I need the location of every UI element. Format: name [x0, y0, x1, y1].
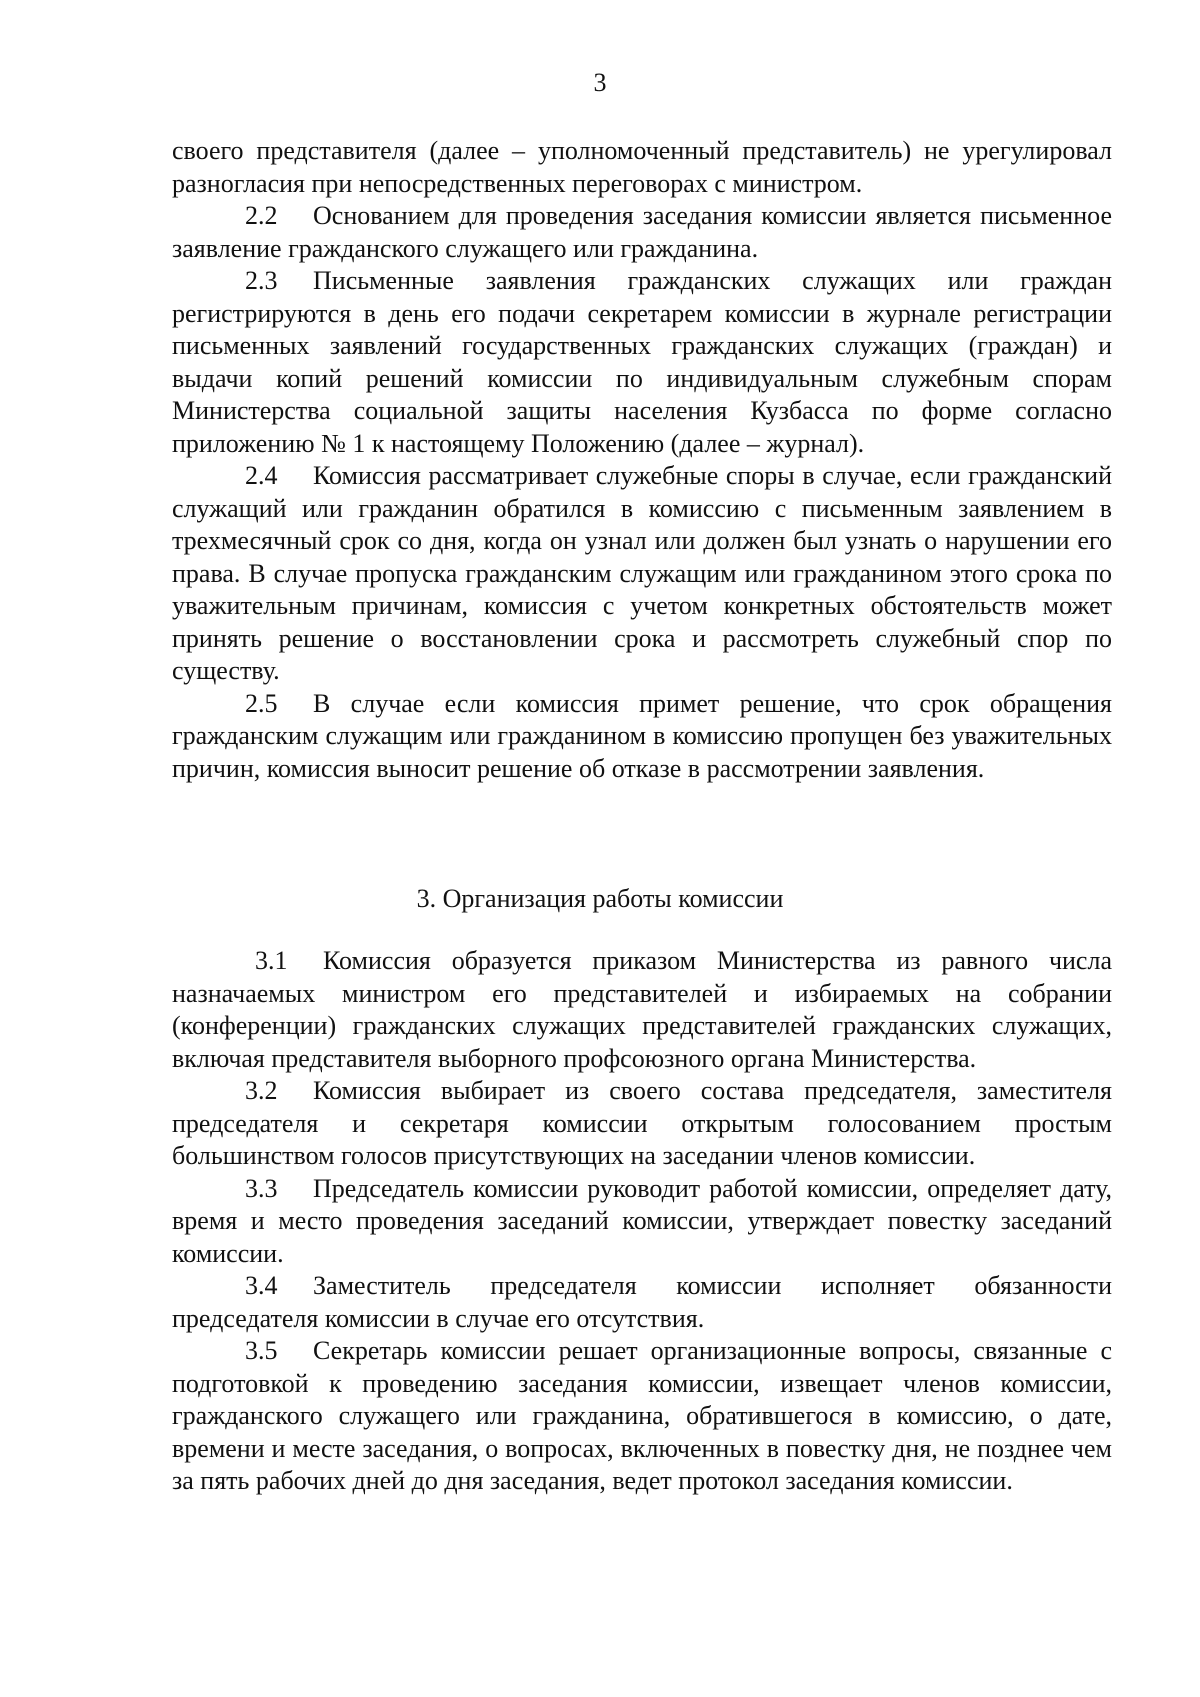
clause-text: Секретарь комиссии решает организационные вопросы, связанные с подготовкой к проведению заседания комиссии, извещает членов комиссии, гражданского служащего или гражданина, обратившегося в комиссию, о дате, времени и месте заседания, о вопросах, включенных в повестку дня, не позднее чем за пять рабочих дней до дня заседания, ведет протокол заседания комиссии.: [172, 1336, 1112, 1495]
clause-2-5: [172, 688, 1112, 786]
clause-number: 3.4: [245, 1271, 278, 1300]
clause-text: Комиссия выбирает из своего состава председателя, заместителя председателя и секретаря комиссии открытым голосованием простым большинством голосов присутствующих на заседании членов комиссии.: [172, 1076, 1112, 1170]
section-3-body: [172, 945, 1112, 1498]
page-number: 3: [593, 68, 607, 97]
clause-number: 3.3: [245, 1173, 278, 1203]
section-3-heading: 3. Организация работы комиссии: [416, 884, 784, 913]
clause-text: Письменные заявления гражданских служащих или граждан регистрируются в день его подачи секретарем комиссии в журнале регистрации письменных заявлений государственных гражданских служащих (граждан) и выдачи копий решений комиссии по индивидуальным служебным спорам Министерства социальной защиты населения Кузбасса по форме согласно приложению № 1 к настоящему Положению (далее – журнал).: [172, 266, 1112, 458]
clause-number: 3.2: [245, 1076, 278, 1105]
clause-3-5: [172, 1335, 1112, 1498]
clause-number: 3.1: [255, 946, 288, 975]
clause-3-4: [172, 1270, 1112, 1335]
clause-number: 2.5: [245, 688, 278, 718]
clause-3-2: [172, 1075, 1112, 1173]
continuation-paragraph: своего представителя (далее – уполномоченный представитель) не урегулировал разногласия при непосредственных переговорах с министром.: [172, 136, 1112, 198]
clause-3-3: [172, 1173, 1112, 1271]
section-2-body: [172, 135, 1112, 785]
clause-2-2: [172, 200, 1112, 265]
clause-text: В случае если комиссия примет решение, что срок обращения гражданским служащим или гражданином в комиссию пропущен без уважительных причин, комиссия выносит решение об отказе в рассмотрении заявления.: [172, 688, 1112, 783]
clause-2-4: [172, 460, 1112, 688]
clause-number: 2.2: [245, 201, 278, 230]
clause-number: 3.5: [245, 1336, 278, 1365]
clause-number: 2.4: [245, 461, 278, 490]
clause-text: Заместитель председателя комиссии исполняет обязанности председателя комиссии в случае его отсутствия.: [172, 1271, 1112, 1333]
clause-2-3: [172, 265, 1112, 460]
clause-text: Основанием для проведения заседания комиссии является письменное заявление гражданского служащего или гражданина.: [172, 201, 1112, 263]
clause-text: Председатель комиссии руководит работой комиссии, определяет дату, время и место проведения заседаний комиссии, утверждает повестку заседаний комиссии.: [172, 1173, 1112, 1268]
clause-3-1: [172, 945, 1112, 1075]
clause-text: Комиссия образуется приказом Министерства из равного числа назначаемых министром его представителей и избираемых на собрании (конференции) гражданских служащих представителей гражданских служащих, включая представителя выборного профсоюзного органа Министерства.: [172, 946, 1112, 1073]
clause-text: Комиссия рассматривает служебные споры в случае, если гражданский служащий или гражданин обратился в комиссию с письменным заявлением в трехмесячный срок со дня, когда он узнал или должен был узнать о нарушении его права. В случае пропуска гражданским служащим или гражданином этого срока по уважительным причинам, комиссия с учетом конкретных обстоятельств может принять решение о восстановлении срока и рассмотреть служебный спор по существу.: [172, 461, 1112, 685]
clause-number: 2.3: [245, 266, 278, 295]
